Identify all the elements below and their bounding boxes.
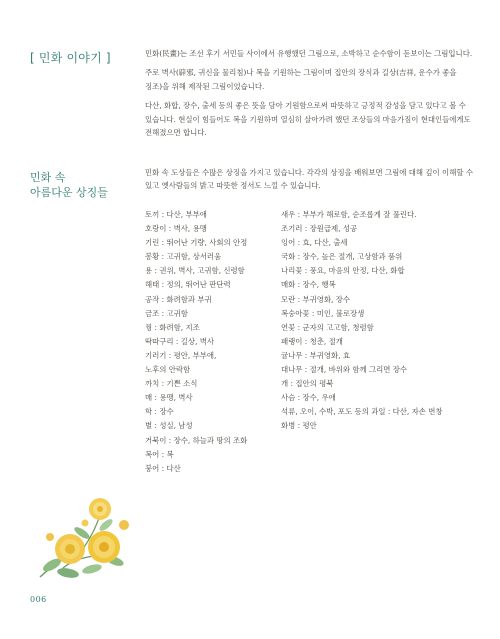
- symbol-item: 금조 : 고귀함: [145, 308, 188, 318]
- symbol-item: 나리꽃 : 풍요, 마음의 안정, 다산, 화합: [281, 266, 405, 276]
- symbol-item: 거북이 : 장수, 하늘과 땅의 조화: [145, 435, 248, 445]
- symbol-item: 노후의 안락함: [145, 365, 191, 375]
- symbol-item: 기린 : 뛰어난 기량, 사회의 안정: [145, 238, 248, 248]
- symbol-item: 봉황 : 고귀함, 상서러움: [145, 252, 222, 262]
- symbol-item: 국화 : 장수, 높은 절개, 고상함과 품위: [281, 252, 403, 262]
- symbol-item: 귤나무 : 부귀영화, 효: [281, 350, 351, 360]
- symbol-item: 해태 : 정의, 뛰어난 판단력: [145, 280, 231, 290]
- symbol-item: 학 : 장수: [145, 407, 174, 417]
- symbol-item: 석류, 오이, 수박, 포도 등의 과일 : 다산, 자손 번창: [281, 407, 443, 417]
- intro-text: [145, 47, 475, 145]
- symbol-item: 매 : 용맹, 벽사: [145, 393, 193, 403]
- symbol-item: 연꽃 : 군자의 고고함, 청렴함: [281, 322, 374, 332]
- symbol-item: 공작 : 화려함과 부귀: [145, 294, 212, 304]
- symbol-item: 딱따구리 : 길상, 벽사: [145, 336, 215, 346]
- intro-paragraph-2: 주로 벽사(辟邪, 귀신을 물리침)나 복을 기원하는 그림이며 집안의 장식과 길상(吉祥, 운수가 좋을 징조)을 위해 제작된 그림이었습니다.: [145, 68, 457, 91]
- flower-icon: [30, 485, 140, 585]
- chrysanthemum-illustration: [30, 485, 140, 585]
- symbol-item: 붕어 : 다산: [145, 463, 181, 473]
- symbol-item: 매화 : 장수, 행복: [281, 280, 336, 290]
- symbol-item: 잉어 : 효, 다산, 출세: [281, 238, 348, 248]
- symbol-item: 화병 : 평안: [281, 421, 317, 431]
- symbol-item: 대나무 : 절개, 바위와 함께 그리면 장수: [281, 365, 408, 375]
- bracket-close: ]: [105, 51, 111, 65]
- intro-paragraph-3: 다산, 화합, 장수, 출세 등의 좋은 뜻을 담아 기원함으로써 따뜻하고 긍정적 감성을 담고 있다고 볼 수 있습니다. 현실이 힘들어도 복을 기원하며 열심히 살아가려 했던 조상들의 마음가짐이 현대인들에게도 전해졌으면 합니다.: [145, 101, 471, 138]
- symbol-item: 개 : 집안의 평북: [281, 379, 334, 389]
- subheading: [30, 170, 140, 200]
- subheading-line-2: 아름다운 상징들: [30, 186, 108, 199]
- page-number: 006: [30, 595, 47, 604]
- symbol-item: 패랭이 : 청춘, 절개: [281, 336, 343, 346]
- lead-paragraph: 민화 속 도상들은 수많은 상징을 가지고 있습니다. 각각의 상징을 배워보면 그림에 대해 깊이 이해할 수 있고 옛사람들의 밝고 따뜻한 정서도 느낄 수 있습니다.: [145, 168, 473, 191]
- symbol-item: 별 : 성실, 남성: [145, 421, 193, 431]
- symbol-item: 복어 : 복: [145, 449, 174, 459]
- symbol-item: 사슴 : 장수, 우애: [281, 393, 336, 403]
- subheading-line-1: 민화 속: [30, 171, 66, 184]
- symbols-list-left: [145, 208, 275, 476]
- symbol-item: 기러기 : 평안, 부부애,: [145, 350, 217, 360]
- symbol-item: 복숭아꽃 : 미인, 불로장생: [281, 308, 365, 318]
- section-title: 민화 이야기: [34, 51, 106, 65]
- symbol-item: 꿩 : 화려함, 지조: [145, 322, 200, 332]
- intro-paragraph-1: 민화(民畫)는 조선 후기 서민들 사이에서 유행했던 그림으로, 소박하고 순수함이 돋보이는 그림입니다.: [145, 49, 473, 58]
- symbols-list-right: [281, 208, 473, 434]
- symbol-item: 새우 : 부부가 해로함, 순조롭게 잘 풀린다.: [281, 210, 417, 219]
- bracket-open: [: [30, 51, 35, 65]
- symbol-item: 토끼 : 다산, 부부애: [145, 210, 207, 219]
- section-heading: [30, 49, 136, 66]
- symbol-item: 용 : 권위, 벽사, 고귀함, 신령함: [145, 266, 245, 276]
- symbol-item: 조기러 : 장원급제, 성공: [281, 224, 358, 234]
- symbol-item: 호랑이 : 벽사, 용맹: [145, 224, 207, 234]
- symbol-item: 까치 : 기쁜 소식: [145, 379, 198, 389]
- symbol-item: 모란 : 부귀영화, 장수: [281, 294, 351, 304]
